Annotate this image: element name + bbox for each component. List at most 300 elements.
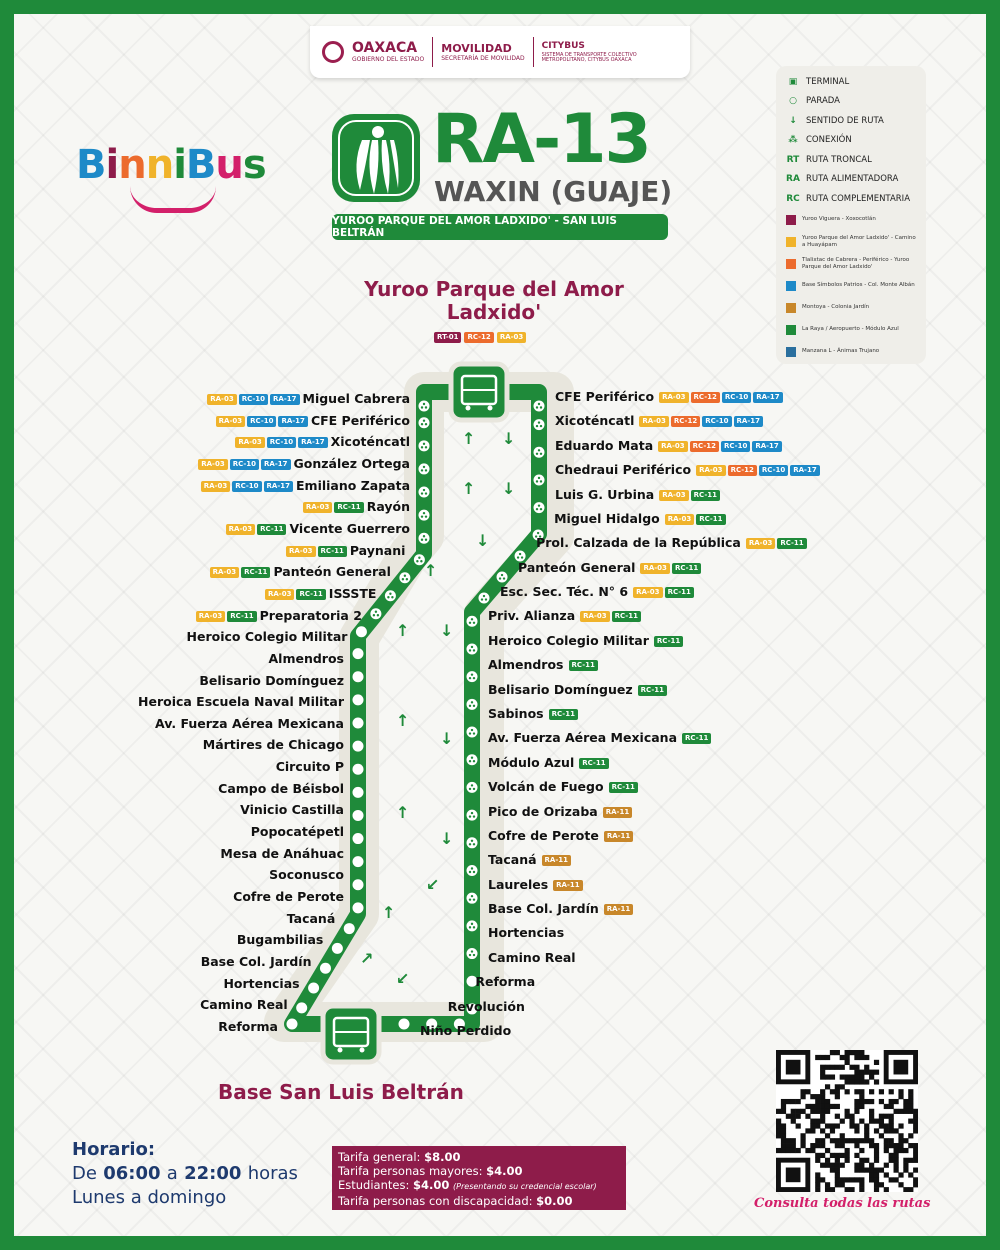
connection-icon — [469, 705, 471, 707]
stop-name: Pico de Orizaba — [488, 803, 598, 819]
stop-right — [488, 853, 571, 867]
route-badge: RC-11 — [579, 758, 608, 769]
connection-icon — [540, 453, 542, 455]
connection-stop-marker — [534, 419, 545, 430]
connection-icon — [377, 614, 379, 616]
connection-icon — [471, 784, 473, 786]
direction-arrow-icon: ↙ — [396, 969, 410, 988]
stop-name: Av. Fuerza Aérea Mexicana — [488, 730, 678, 746]
stop-name: Reforma — [218, 1019, 278, 1034]
connection-icon — [536, 406, 538, 408]
route-badge: RC-11 — [296, 589, 325, 600]
direction-arrow-icon: ↓ — [440, 621, 454, 640]
direction-arrow-icon: ↓ — [789, 115, 797, 126]
stop-marker — [353, 856, 364, 867]
connection-icon — [471, 673, 473, 675]
stop-right — [488, 878, 583, 892]
terminal-bottom-title: Base San Luis Beltrán — [218, 1080, 464, 1104]
stop-left — [214, 414, 410, 428]
connection-icon — [540, 508, 542, 510]
connection-icon — [473, 926, 475, 928]
route-badge: RT-01 — [434, 332, 461, 343]
direction-arrow-icon: ↓ — [476, 531, 490, 550]
route-badge: RA-17 — [752, 441, 781, 452]
stop-right — [488, 902, 633, 916]
route-badge: RA-11 — [604, 831, 633, 842]
schedule-days: Lunes a domingo — [72, 1187, 227, 1208]
stop-left — [205, 392, 410, 406]
route-badge: RA-17 — [261, 459, 290, 470]
connection-icon — [519, 553, 521, 555]
connection-icon — [503, 577, 505, 579]
stop-left — [248, 825, 344, 839]
stop-right — [555, 488, 720, 502]
route-badge: RC-10 — [232, 481, 261, 492]
connection-stop-marker — [467, 671, 478, 682]
stop-right — [488, 926, 567, 940]
stop-name: Rayón — [366, 499, 410, 515]
legend-swatch-label: Yuroo Parque del Amor Ladxido' - Camino a Huayápam — [802, 234, 916, 248]
stop-right — [488, 683, 667, 697]
connection-stop-marker — [419, 533, 430, 544]
stop-icon: ○ — [789, 96, 797, 107]
connection-icon — [471, 812, 473, 814]
stop-right — [420, 1024, 514, 1038]
connection-stop-marker — [419, 440, 430, 451]
connection-icon — [406, 578, 408, 580]
stop-marker — [344, 923, 355, 934]
connection-icon — [421, 423, 423, 425]
connection-icon — [473, 815, 475, 817]
stop-name: Laureles — [488, 876, 549, 892]
connection-icon — [473, 898, 475, 900]
route-badge: RC-12 — [690, 441, 719, 452]
stop-left — [230, 890, 344, 904]
connection-icon — [540, 425, 542, 427]
connection-icon — [423, 489, 425, 491]
brand-letter: n — [145, 142, 174, 188]
stop-left — [284, 912, 336, 926]
connection-icon — [425, 492, 427, 494]
connection-icon — [540, 406, 542, 408]
direction-arrow-icon: ↑ — [424, 561, 438, 580]
connection-stop-marker — [467, 948, 478, 959]
route-badge: RA-03 — [235, 437, 264, 448]
connection-stop-marker — [467, 782, 478, 793]
route-badge: RA-03 — [659, 392, 688, 403]
connection-icon — [536, 453, 538, 455]
qr-caption: Consulta todas las rutas — [754, 1196, 931, 1211]
route-badge: RC-11 — [777, 538, 806, 549]
connection-icon — [404, 575, 406, 577]
route-badge: RA-17 — [753, 392, 782, 403]
brand-letter: n — [118, 142, 146, 188]
route-badge: RC-11 — [334, 502, 363, 513]
route-code: RA-13 — [432, 100, 650, 179]
route-badge: RC-11 — [241, 567, 270, 578]
direction-arrow-icon: ↓ — [440, 829, 454, 848]
stop-name: CFE Periférico — [555, 389, 655, 404]
stop-name: Chedraui Periférico — [555, 462, 692, 478]
connection-stop-marker — [467, 727, 478, 738]
route-badge: RA-03 — [665, 514, 694, 525]
stop-marker — [353, 741, 364, 752]
stop-name: Campo de Béisbol — [218, 780, 344, 796]
route-badge: RC-10 — [702, 416, 731, 427]
legend-label: RUTA COMPLEMENTARIA — [806, 193, 911, 204]
connection-icon — [501, 574, 503, 576]
connection-stop-marker — [534, 474, 545, 485]
legend-swatch-label: Tlalixtac de Cabrera - Periférico - Yuroo Parque del Amor Ladxido' — [802, 256, 910, 270]
stop-left — [215, 1020, 278, 1034]
poster-canvas — [14, 14, 986, 1236]
connection-icon — [471, 895, 473, 897]
connection-stop-marker — [467, 810, 478, 821]
stop-marker — [353, 833, 364, 844]
connection-icon — [402, 578, 404, 580]
stop-name: Priv. Alianza — [488, 608, 576, 624]
connection-icon — [538, 504, 540, 506]
rt-icon: RT — [786, 154, 800, 165]
stop-right — [488, 951, 579, 965]
stop-name: Base Col. Jardín — [200, 954, 312, 970]
stop-right — [518, 561, 701, 575]
connection-stop-marker — [534, 401, 545, 412]
stop-marker — [287, 1019, 298, 1030]
connection-icon — [473, 622, 475, 624]
connection-stop-marker — [399, 572, 410, 583]
stop-right — [555, 439, 782, 453]
stop-left — [284, 544, 405, 558]
legend-swatch-label: La Raya / Aeropuerto - Módulo Azul — [802, 326, 899, 333]
connection-icon — [471, 618, 473, 620]
connection-stop-marker — [370, 608, 381, 619]
stop-name: Heroica Escuela Naval Militar — [138, 694, 344, 710]
connection-icon — [389, 593, 391, 595]
connection-icon — [538, 449, 540, 451]
connection-icon — [499, 577, 501, 579]
stop-left — [197, 998, 288, 1012]
stop-name: Camino Real — [200, 997, 288, 1013]
connection-icon — [473, 760, 475, 762]
connection-icon — [483, 595, 485, 597]
connection-icon — [469, 760, 471, 762]
route-badge: RA-03 — [226, 524, 255, 535]
route-badge: RC-12 — [464, 332, 493, 343]
connection-icon — [471, 701, 473, 703]
route-badge: RC-11 — [672, 563, 701, 574]
stop-name: Almendros — [268, 650, 344, 666]
stop-name: Reforma — [475, 974, 536, 990]
legend-swatch-label: Montoya - Colonia Jardín — [802, 304, 870, 311]
stop-right — [488, 731, 711, 745]
route-badge: RA-03 — [658, 441, 687, 452]
stop-name: Bugambilias — [236, 932, 324, 948]
connection-icon — [469, 898, 471, 900]
connection-icon — [423, 403, 425, 405]
stop-name: Av. Fuerza Aérea Mexicana — [154, 715, 344, 731]
connection-icon — [418, 557, 420, 559]
route-badge: RA-03 — [201, 481, 230, 492]
route-badge: RA-03 — [210, 567, 239, 578]
connection-icon — [421, 492, 423, 494]
stop-right — [555, 463, 820, 477]
connection-stop-marker — [419, 510, 430, 521]
stop-name: Miguel Hidalgo — [554, 510, 660, 526]
connection-icon — [421, 406, 423, 408]
route-badge: RA-03 — [659, 490, 688, 501]
brand-letter: i — [105, 142, 119, 188]
stop-left — [215, 782, 344, 796]
stop-right — [475, 975, 538, 989]
connection-icon — [423, 420, 425, 422]
connection-icon — [425, 539, 427, 541]
connection-icon — [469, 732, 471, 734]
fare-general: Tarifa general: $8.00 — [338, 1150, 461, 1164]
route-badge: RA-17 — [264, 481, 293, 492]
stop-name: Esc. Sec. Téc. N° 6 — [499, 584, 629, 600]
connection-icon — [473, 705, 475, 707]
connection-icon — [425, 469, 427, 471]
stop-name: Soconusco — [269, 867, 344, 883]
stop-right — [448, 1000, 528, 1014]
connection-icon — [538, 421, 540, 423]
connection-icon — [471, 867, 473, 869]
connection-icon — [391, 596, 393, 598]
connection-icon — [420, 560, 422, 562]
stop-name: Circuito P — [275, 759, 344, 775]
legend-label: CONEXIÓN — [806, 135, 852, 146]
stop-name: Sabinos — [488, 706, 544, 721]
route-badge: RC-11 — [696, 514, 725, 525]
stop-marker — [353, 764, 364, 775]
stop-name: González Ortega — [293, 455, 410, 471]
legend-swatch-label: Yuroo Viguera - Xoxocotlán — [802, 216, 876, 223]
connection-icon — [473, 677, 475, 679]
stop-left — [196, 674, 344, 688]
stop-name: Base Col. Jardín — [488, 901, 599, 917]
stop-marker — [320, 963, 331, 974]
connection-icon — [473, 649, 475, 651]
legend-label: PARADA — [806, 96, 840, 107]
stop-right — [488, 805, 632, 819]
qr-code-icon[interactable] — [776, 1050, 918, 1192]
connection-icon — [423, 466, 425, 468]
route-badge: RA-03 — [265, 589, 294, 600]
stop-name: Tacaná — [286, 910, 336, 926]
stop-name: Belisario Domínguez — [199, 672, 344, 688]
stop-right — [488, 756, 609, 770]
fare-senior: Tarifa personas mayores: $4.00 — [338, 1164, 523, 1178]
route-badge: RC-11 — [257, 524, 286, 535]
connection-icon — [416, 560, 418, 562]
stop-marker — [353, 717, 364, 728]
gov-name: OAXACA — [352, 40, 418, 56]
stop-left — [152, 717, 344, 731]
connection-icon — [425, 446, 427, 448]
connection-icon — [471, 950, 473, 952]
stop-name: Vicente Guerrero — [289, 520, 410, 536]
stop-marker — [353, 671, 364, 682]
connection-stop-marker — [419, 401, 430, 412]
ra-icon: RA — [786, 174, 800, 185]
terminal-icon: ▣ — [788, 76, 798, 87]
stop-name: Mesa de Anáhuac — [220, 845, 344, 861]
stop-left — [234, 933, 324, 947]
route-badge: RA-03 — [640, 563, 669, 574]
stop-marker — [353, 902, 364, 913]
route-badge: RA-03 — [198, 459, 227, 470]
stop-left — [273, 760, 344, 774]
connection-icon — [473, 843, 475, 845]
connection-stop-marker — [534, 502, 545, 513]
movilidad-sub: SECRETARÍA DE MOVILIDAD — [441, 54, 525, 62]
connection-icon — [471, 646, 473, 648]
connection-icon — [473, 954, 475, 956]
stop-name: CFE Periférico — [310, 412, 410, 428]
stop-right — [500, 585, 694, 599]
stop-name: Volcán de Fuego — [488, 779, 604, 795]
route-badge: RC-12 — [691, 392, 720, 403]
fare-disability: Tarifa personas con discapacidad: $0.00 — [338, 1194, 573, 1208]
stop-name: Preparatoria 2 — [259, 607, 362, 623]
stop-left — [265, 652, 344, 666]
connection-icon — [425, 515, 427, 517]
connection-icon — [485, 598, 487, 600]
connection-stop-marker — [467, 643, 478, 654]
connection-icon — [473, 732, 475, 734]
route-badge: RC-11 — [638, 685, 667, 696]
route-badge: RA-11 — [542, 855, 571, 866]
stop-marker — [296, 1002, 307, 1013]
brand-letter: u — [215, 142, 243, 188]
route-badge: RA-17 — [790, 465, 819, 476]
direction-arrow-icon: ↑ — [396, 621, 410, 640]
route-badge: RA-17 — [298, 437, 327, 448]
connection-icon — [421, 469, 423, 471]
route-badge: RC-11 — [612, 611, 641, 622]
stop-name: Panteón General — [273, 564, 391, 580]
connection-icon — [517, 556, 519, 558]
stop-name: Xicoténcatl — [555, 413, 635, 429]
route-badge: RA-03 — [633, 587, 662, 598]
route-badge: RA-03 — [286, 546, 315, 557]
stop-marker — [353, 810, 364, 821]
connection-icon — [469, 926, 471, 928]
direction-arrow-icon: ↑ — [462, 479, 476, 498]
connection-icon — [471, 757, 473, 759]
connection-icon — [375, 611, 377, 613]
direction-arrow-icon: ↓ — [502, 479, 516, 498]
route-badge: RC-12 — [671, 416, 700, 427]
legend-label: RUTA ALIMENTADORA — [806, 174, 899, 185]
stop-right — [488, 658, 598, 672]
stop-right — [554, 512, 725, 526]
stop-name: Módulo Azul — [488, 754, 575, 770]
connection-stop-marker — [467, 616, 478, 627]
stop-name: Heroico Colegio Militar — [488, 632, 649, 648]
route-badge: RC-11 — [569, 660, 598, 671]
stop-name: Revolución — [447, 998, 525, 1014]
connection-icon — [540, 480, 542, 482]
stop-left — [263, 587, 376, 601]
stop-left — [196, 457, 410, 471]
terminal-top-title: Yuroo Parque del Amor Ladxido' — [364, 277, 624, 324]
stop-name: Niño Perdido — [420, 1023, 512, 1038]
stop-name: Mártires de Chicago — [202, 737, 344, 753]
stop-name: Popocatépetl — [250, 824, 344, 840]
connection-stop-marker — [534, 447, 545, 458]
direction-arrow-icon: ↙ — [426, 875, 440, 894]
route-badge: RA-03 — [497, 332, 526, 343]
connection-icon — [538, 477, 540, 479]
connection-icon — [421, 446, 423, 448]
direction-arrow-icon: ↑ — [382, 903, 396, 922]
connection-icon — [521, 556, 523, 558]
stop-marker — [308, 983, 319, 994]
connection-icon — [471, 840, 473, 842]
stop-marker — [399, 1019, 410, 1030]
stop-right — [555, 390, 783, 404]
connection-icon — [423, 443, 425, 445]
route-badge: RC-11 — [318, 546, 347, 557]
brand-letter: B — [76, 142, 106, 188]
connection-icon — [423, 512, 425, 514]
connection-icon — [473, 788, 475, 790]
brand-letter: s — [242, 142, 266, 188]
connection-stop-marker — [478, 593, 489, 604]
route-badge: RC-11 — [665, 587, 694, 598]
connection-stop-marker — [467, 754, 478, 765]
stop-name: ISSSTE — [328, 585, 377, 601]
stop-right — [488, 634, 683, 648]
stop-left — [217, 847, 344, 861]
connection-icon — [471, 923, 473, 925]
stop-left — [220, 977, 299, 991]
terminal-bottom-icon — [323, 1006, 379, 1062]
connection-icon — [421, 539, 423, 541]
route-badge: RC-10 — [759, 465, 788, 476]
schedule-hours: De 06:00 a 22:00 horas — [72, 1163, 298, 1184]
connection-icon — [471, 729, 473, 731]
route-badge: RA-03 — [580, 611, 609, 622]
connection-icon — [469, 843, 471, 845]
connection-icon — [421, 515, 423, 517]
terminal-top-icon — [451, 364, 507, 420]
stop-name: Tacaná — [488, 852, 537, 868]
stop-right — [536, 536, 807, 550]
route-badge: RC-12 — [728, 465, 757, 476]
route-badge: RC-10 — [247, 416, 276, 427]
connection-icon — [469, 788, 471, 790]
connection-icon — [469, 815, 471, 817]
route-badge: RA-03 — [696, 465, 725, 476]
stop-marker — [353, 648, 364, 659]
stop-left — [199, 479, 410, 493]
route-badge: RA-03 — [303, 502, 332, 513]
route-badge: RC-10 — [267, 437, 296, 448]
connection-icon — [387, 596, 389, 598]
direction-arrow-icon: ↑ — [462, 429, 476, 448]
brand-letter: i — [173, 142, 186, 188]
route-badge: RC-10 — [239, 394, 268, 405]
route-badge: RC-10 — [230, 459, 259, 470]
brand-letter: B — [185, 142, 216, 188]
direction-arrow-icon: ↑ — [396, 803, 410, 822]
connection-stop-marker — [467, 920, 478, 931]
stop-right — [488, 609, 641, 623]
route-badge: RA-17 — [270, 394, 299, 405]
